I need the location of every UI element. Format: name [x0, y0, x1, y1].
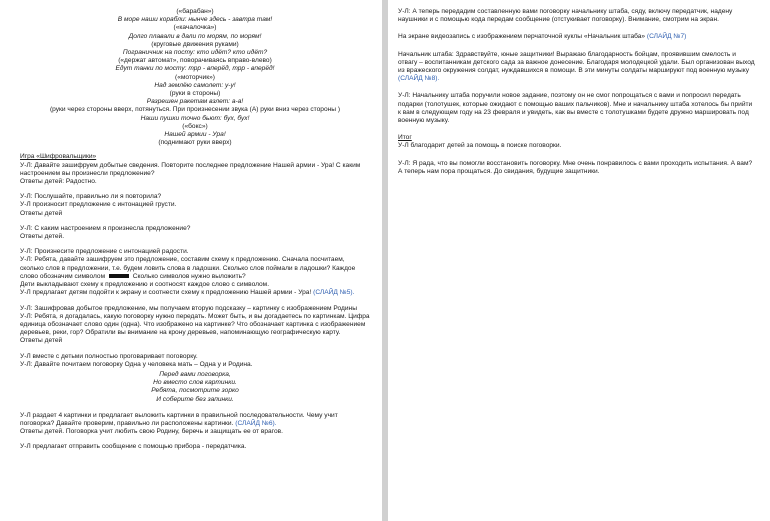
paragraph: У-Л: Я рада, что вы помогли восстановить поговорку. Мне очень понравилось с вами проходить испытания. А вам? А теперь нам пора прощаться. До свидания, будущие защитники. — [398, 159, 753, 175]
paragraph-group — [398, 51, 756, 84]
paragraph — [20, 412, 370, 428]
paragraph-text: На экране видеозапись с изображением перчаточной куклы «Начальник штаба» — [398, 33, 646, 41]
poem-stage-direction: («бокс») — [182, 122, 208, 130]
poem-line: Наши пушки точно бьют: бух, бух! — [140, 114, 250, 122]
paragraph — [398, 51, 756, 84]
paragraph: У-Л: Произнесите предложение с интонацией радости. — [20, 248, 189, 256]
game-title: Игра «Шифровальщики» — [20, 153, 97, 161]
paragraph: У-Л: Давайте зашифруем добытые сведения. Повторите последнее предложение Нашей армии - Ура! С каким настроением вы произнесли предложение? — [20, 161, 361, 177]
paragraph: У-Л: Ребята, я догадалась, какую поговорку нужно передать. Может быть, и вы догадаетесь по картинкам. Цифра единица обозначает слово один (одна). Что изображено на картинке? Что обозначает картинка с изображением деревьев, реки, гор? Обратили вы внимание на крону деревьев, напоминающую географическую карту. — [20, 312, 370, 337]
rhyme-line: И соберите без запинки. — [156, 395, 234, 403]
poem-line: Нашей армии - Ура! — [164, 131, 226, 139]
poem-line: Над землёю самолет: у-у! — [154, 81, 236, 89]
rhyme — [20, 371, 370, 404]
paragraph: Ответы детей. Поговорка учит любить свою Родину, беречь и защищать ее от врагов. — [20, 428, 283, 436]
poem-stage-direction: (круговые движения руками) — [151, 40, 239, 48]
rhyme-line: Но вместо слов картинки. — [153, 379, 237, 387]
poem-stage-direction: («держат автомат», поворачиваясь вправо-влево) — [118, 57, 272, 65]
paragraph-group — [20, 305, 370, 346]
poem-stage-direction: («качалочка») — [173, 24, 217, 32]
itog-title: Итог — [398, 134, 412, 142]
paragraph-text: Начальник штаба: Здравствуйте, юные защитники! Выражаю благодарность бойцам, проявившим смелость и отвагу – воспитанникам детского сада за важное донесение. Благодаря молодецкой удали. Был организован выход из вражеского окружения солдат, нуждавшихся в помощи. В эти минуты солдаты маршируют под военную музыку — [398, 50, 755, 75]
itog-section — [398, 134, 756, 150]
paragraph: У-Л: Начальнику штаба поручили новое задание, поэтому он не смог попрощаться с вами и попросил передать подарки (толотушек, которые ожидают с помощью ваших пальчиков). Мне и начальнику штаба хотелось бы прийти к вам в следующем году на 23 февраля и увидеть, как вы вместе с толотушками будете дружно маршировать под военную музыку. — [398, 92, 753, 125]
paragraph-group — [398, 33, 756, 41]
game-section — [20, 153, 370, 186]
paragraph-group — [20, 193, 370, 218]
paragraph: У-Л: Зашифровав добытое предложение, мы получаем вторую подсказку – картинку с изображением Родины — [20, 304, 357, 312]
paragraph-text: У-Л раздает 4 картинки и предлагает выложить картинки в правильной последовательности. Чему учит поговорка? Давайте проверим, правильно ли расположены картинки. — [20, 411, 338, 427]
poem-line: Долго плавали в дали по морям, по морям! — [128, 32, 262, 40]
paragraph-text: У-Л: Ребята, давайте зашифруем это предложение, составим схему к предложению. Сначала посчитаем, сколько слов в предложении, т.е. будем ловить слова в ладошки. Сколько слов поймали в ладошки? Каждое слово обозначим символом — [20, 256, 356, 280]
poem-stage-direction: (руки в стороны) — [169, 90, 221, 98]
paragraph: У-Л: Давайте почитаем поговорку Одна у человека мать – Одна у и Родина. — [20, 360, 253, 368]
paragraph-group — [20, 225, 370, 241]
paragraph-group — [398, 92, 756, 125]
paragraph — [20, 256, 370, 281]
paragraph-group — [20, 443, 370, 451]
slide-link[interactable]: (СЛАЙД №8). — [398, 75, 440, 83]
paragraph — [398, 33, 756, 41]
paragraph-group — [20, 353, 370, 369]
poem-line: Разрешен ракетам взлет: а-а! — [146, 98, 244, 106]
rhyme-line: Ребята, посмотрите зорко — [151, 387, 239, 395]
left-page — [0, 0, 382, 521]
poem-stage-direction: (руки через стороны вверх, потянуться. При произнесении звука (А) руки вниз через стороны ) — [49, 106, 341, 114]
paragraph-group — [398, 8, 756, 24]
slide-link[interactable]: (СЛАЙД №7) — [646, 33, 687, 41]
paragraph-group — [20, 248, 370, 297]
paragraph-text: Сколько символов нужно выложить? — [132, 272, 246, 280]
paragraph: У-Л вместе с детьми полностью проговаривает поговорку. — [20, 352, 198, 360]
paragraph: У-Л: А теперь передадим составленную вами поговорку начальнику штаба, сяду, включу передатчик, надену наушники и с помощью кода передам сообщение (отстукивает поговорку). Внимание, смотрим на экран. — [398, 8, 733, 24]
paragraph-group — [398, 160, 756, 176]
paragraph: У-Л: С каким настроением я произнесла предложение? — [20, 224, 191, 232]
paragraph: У-Л произносит предложение с интонацией грусти. — [20, 201, 177, 209]
poem-stage-direction: («моторчик») — [175, 73, 215, 81]
poem-line: В море наши корабли: нынче здесь - завтра там! — [117, 16, 273, 24]
right-page — [388, 0, 770, 521]
paragraph: Ответы детей. — [20, 233, 65, 241]
paragraph: Дети выкладывают схему к предложению и соотносят каждое слово с символом. — [20, 281, 270, 289]
poem-line: Едут танки по мосту: трр - вперёд, трр - вперёд! — [115, 65, 275, 73]
paragraph: Ответы детей: Радостно. — [20, 178, 97, 186]
paragraph-group — [20, 412, 370, 437]
exercise-poem — [20, 8, 370, 147]
word-symbol-icon — [109, 274, 129, 278]
poem-stage-direction: («барабан») — [176, 8, 214, 15]
paragraph: У-Л благодарит детей за помощь в поиске поговорки. — [398, 142, 562, 150]
poem-line: Пограничник на посту: кто идёт? кто идёт? — [122, 49, 268, 57]
poem-stage-direction: (поднимают руки вверх) — [158, 139, 232, 147]
slide-link[interactable]: (СЛАЙД №5). — [313, 289, 355, 297]
paragraph: Ответы детей — [20, 209, 63, 217]
paragraph: У-Л предлагает отправить сообщение с помощью прибора - передатчика. — [20, 443, 247, 451]
slide-link[interactable]: (СЛАЙД №6). — [235, 419, 277, 427]
paragraph-text: У-Л предлагает детям подойти к экрану и соотнести схему к предложению Нашей армии - Ура! — [20, 289, 312, 297]
rhyme-line: Перед вами поговорка, — [159, 370, 231, 378]
paragraph: У-Л: Послушайте, правильно ли я повторила? — [20, 193, 162, 201]
paragraph: Ответы детей — [20, 337, 63, 345]
paragraph — [20, 289, 370, 297]
